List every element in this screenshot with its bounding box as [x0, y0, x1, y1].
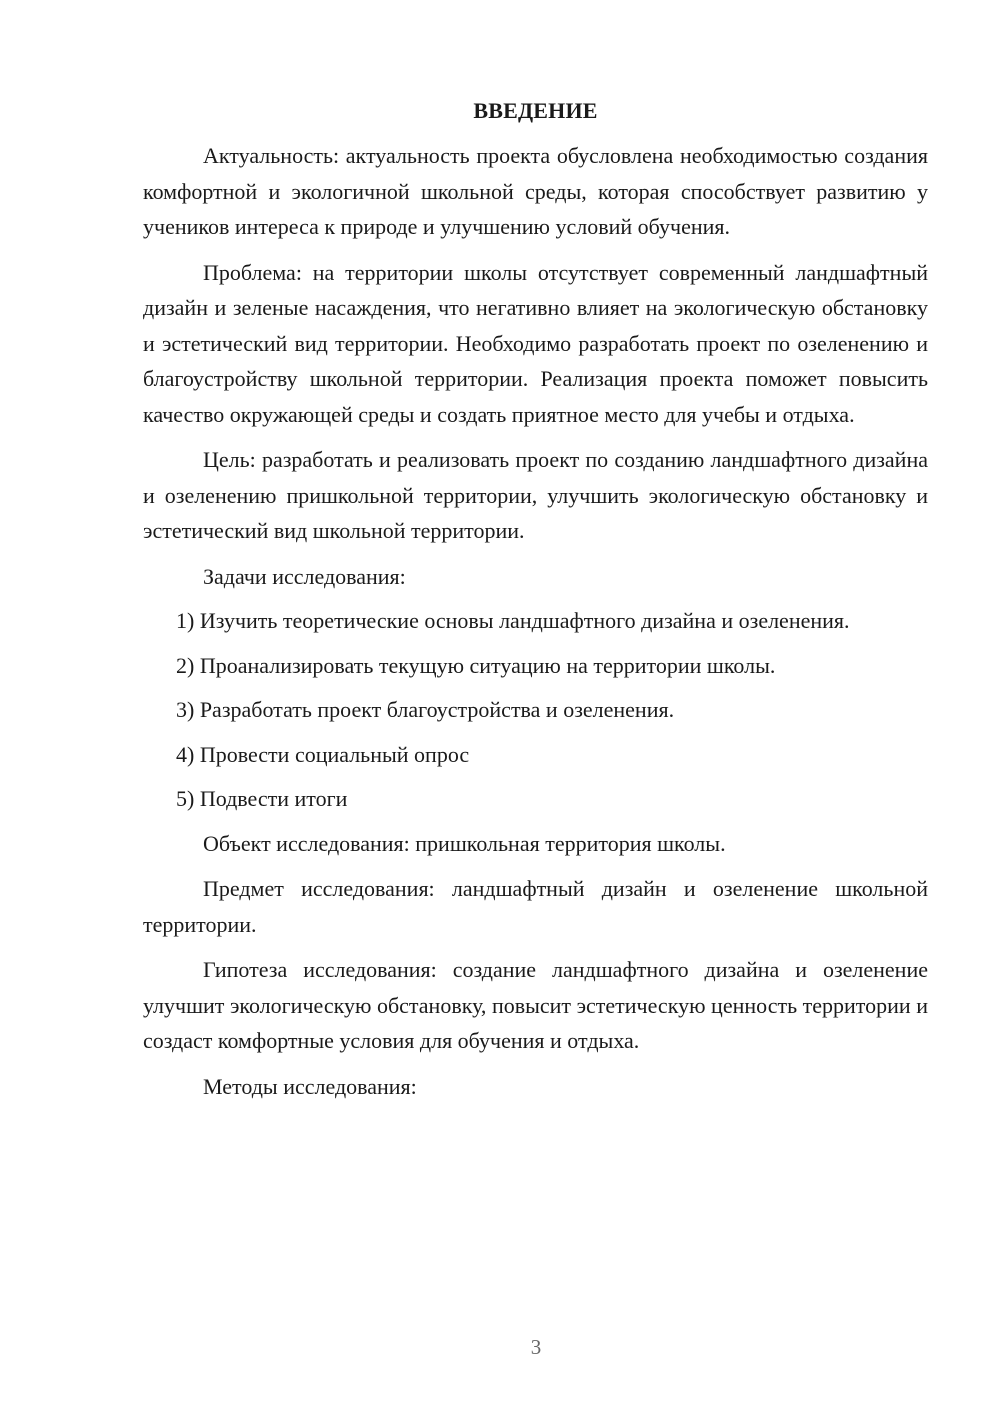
list-item: 1) Изучить теоретические основы ландшафтного дизайна и озеленения. — [176, 608, 850, 633]
list-item: 4) Провести социальный опрос — [176, 741, 470, 767]
tasks-title: Задачи исследования: — [203, 563, 406, 589]
paragraph-hypothesis: Гипотеза исследования: создание ландшафтного дизайна и озеленение улучшит экологическую обстановку, повысит эстетическую ценность территории и создаст комфортные условия для обучения и отдыха. — [143, 957, 928, 1053]
section-heading: ВВЕДЕНИЕ — [473, 98, 598, 123]
list-item: 3) Разработать проект благоустройства и озеленения. — [176, 697, 675, 722]
paragraph-problem: Проблема: на территории школы отсутствует современный ландшафтный дизайн и зеленые насаждения, что негативно влияет на экологическую обстановку и эстетический вид территории. Необходимо разработать проект по озеленению и благоустройству школьной территории. Реализация проекта поможет повысить качество окружающей среды и создать приятное место для учебы и отдыха. — [143, 259, 928, 427]
paragraph-methods: Методы исследования: — [203, 1073, 417, 1099]
paragraph-relevance: Актуальность: актуальность проекта обусловлена необходимостью создания комфортной и экологичной школьной среды, которая способствует развитию у учеников интереса к природе и улучшению условий обучения. — [143, 143, 928, 239]
paragraph-subject: Предмет исследования: ландшафтный дизайн и озеленение школьной территории. — [143, 876, 928, 937]
tasks-list — [143, 603, 928, 817]
page-content — [143, 96, 928, 1104]
list-item: 5) Подвести итоги — [176, 786, 348, 811]
paragraph-object: Объект исследования: пришкольная территория школы. — [203, 830, 726, 856]
list-item: 2) Проанализировать текущую ситуацию на территории школы. — [176, 652, 776, 678]
page-number: 3 — [530, 1335, 542, 1359]
paragraph-goal: Цель: разработать и реализовать проект по созданию ландшафтного дизайна и озеленению пришкольной территории, улучшить экологическую обстановку и эстетический вид школьной территории. — [143, 447, 928, 543]
